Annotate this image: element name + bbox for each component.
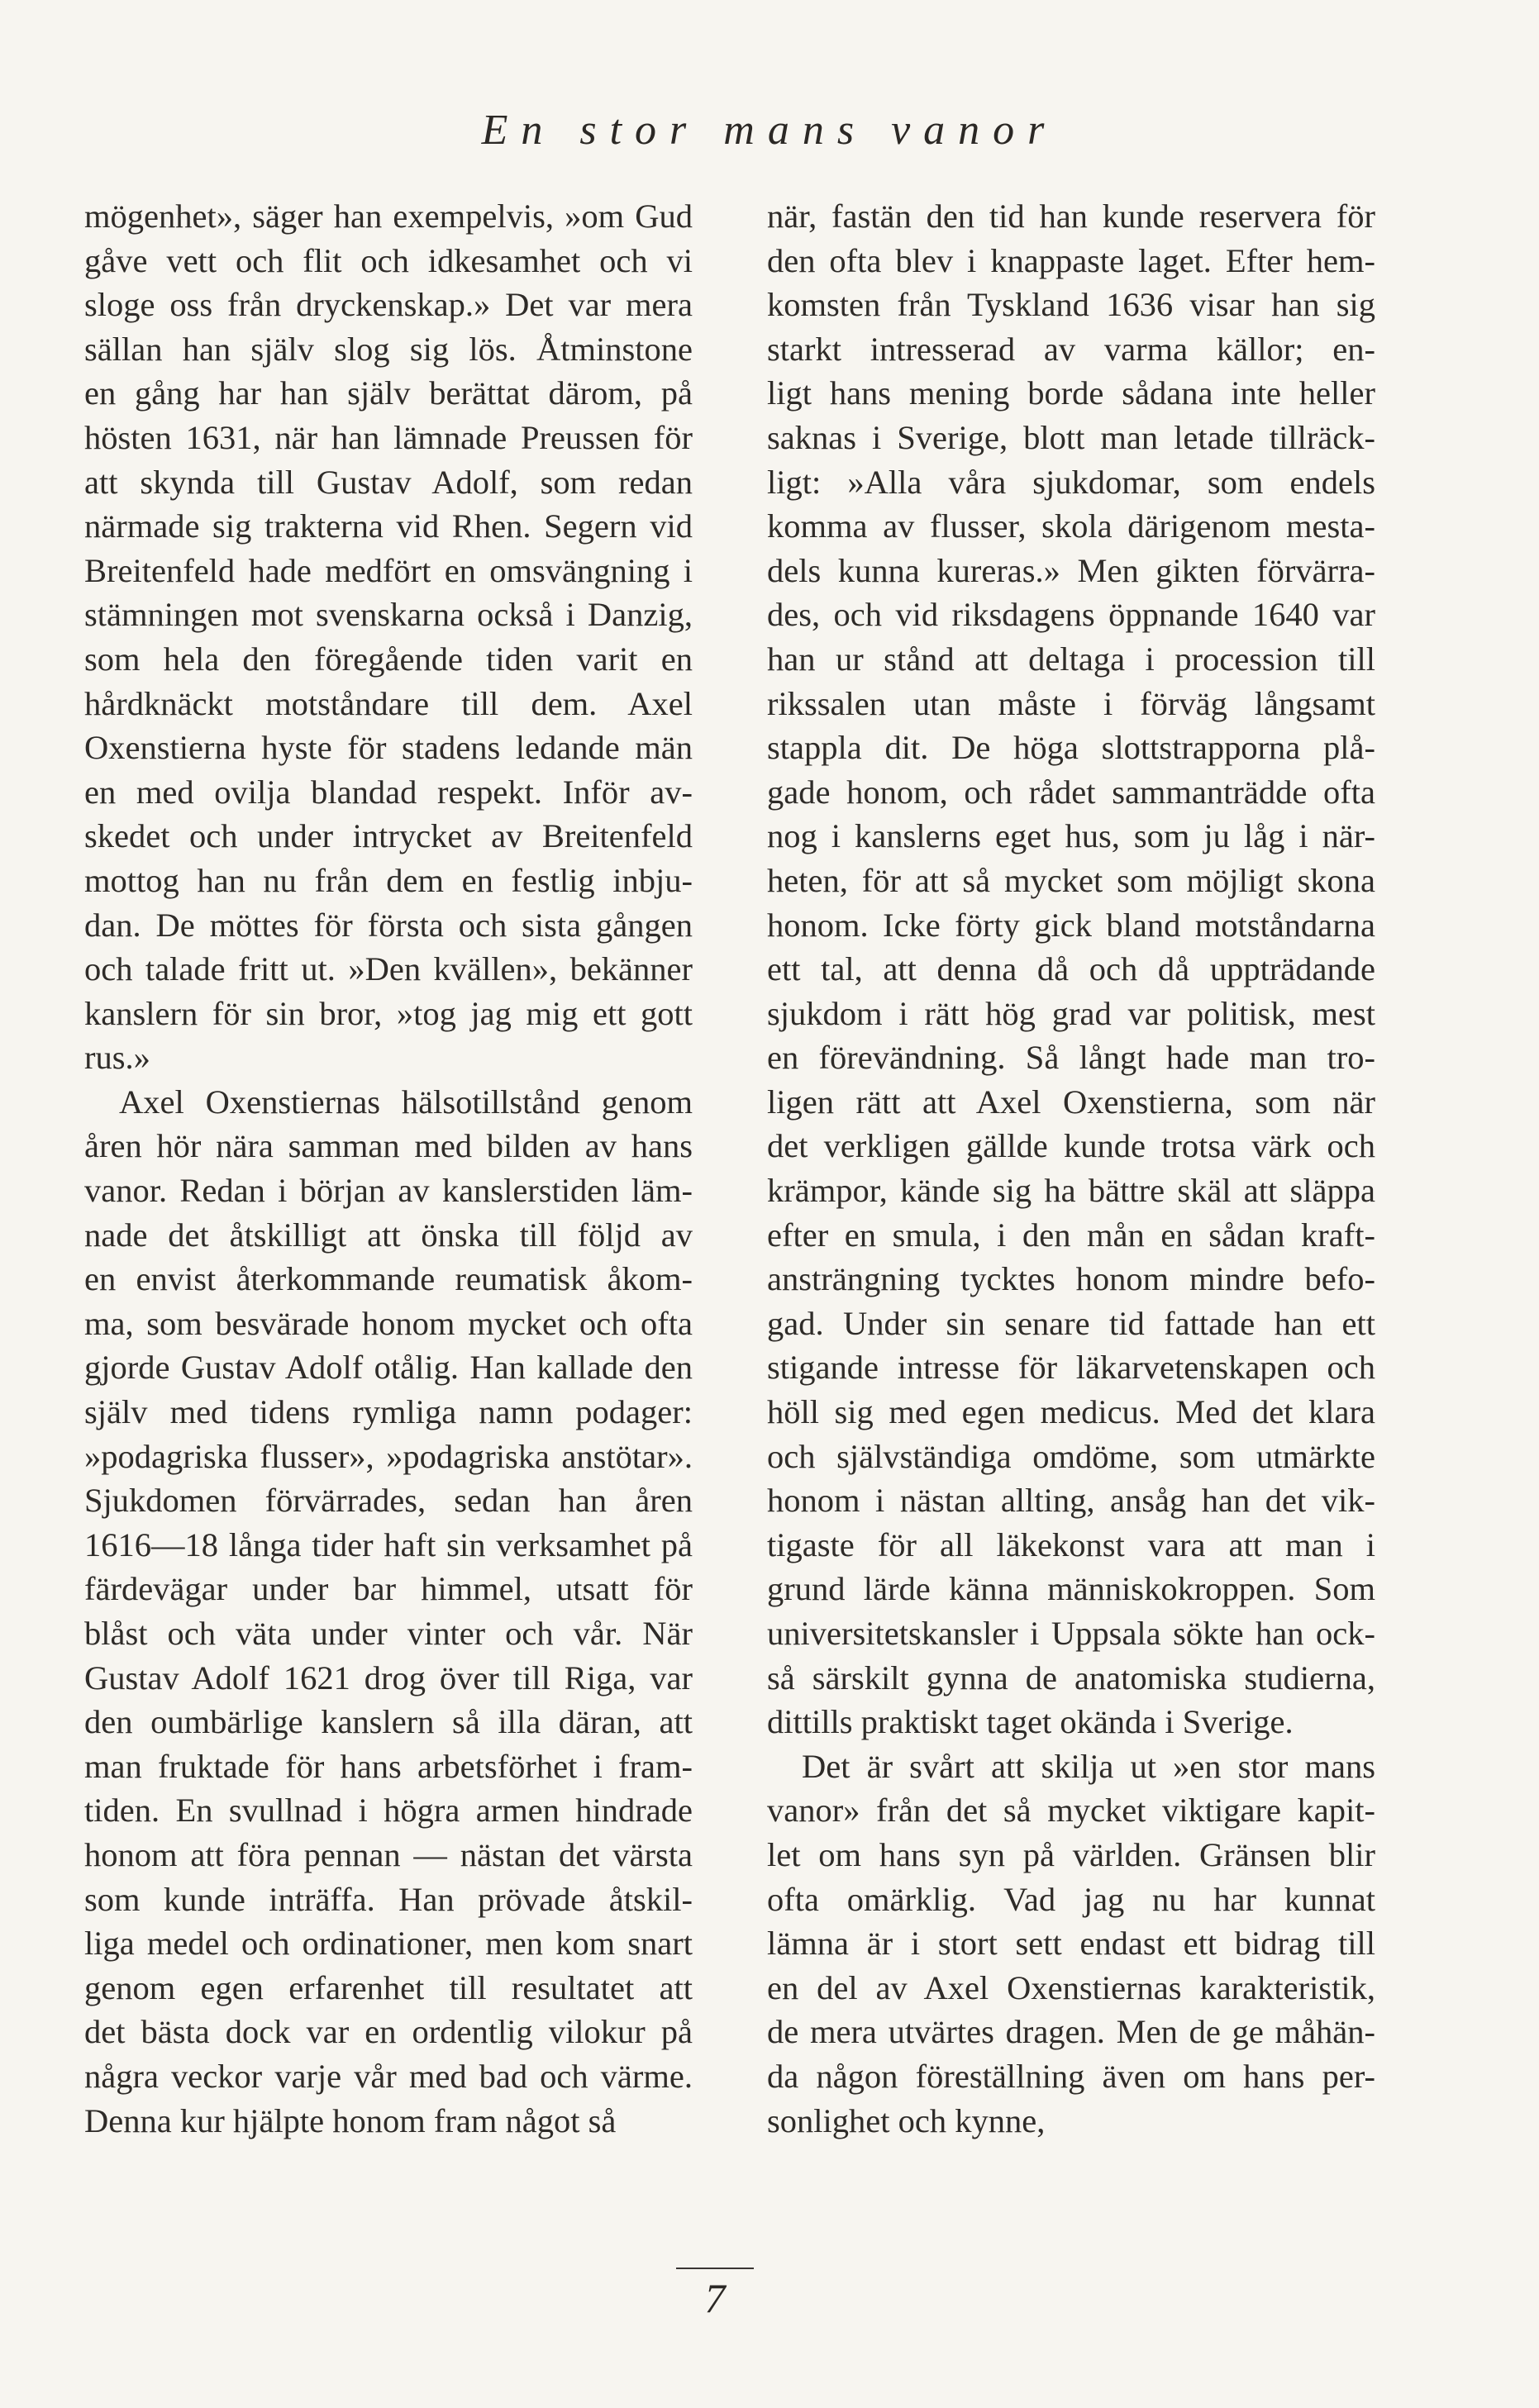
text-line: som kunde inträffa. Han prövade åtskil- — [84, 1880, 693, 1918]
text-line: krämpor, kände sig ha bättre skäl att släppa — [767, 1172, 1375, 1210]
text-line: let om hans syn på världen. Gränsen blir — [767, 1835, 1375, 1873]
text-line: kanslern för sin bror, »tog jag mig ett gott — [84, 994, 693, 1032]
text-line: tiden. En svullnad i högra armen hindrade — [84, 1792, 693, 1830]
text-line: genom egen erfarenhet till resultatet att — [84, 1968, 693, 2006]
text-line: en gång har han själv berättat därom, på — [84, 374, 693, 412]
folio-rule — [676, 2268, 754, 2269]
text-line: 1616—18 långa tider haft sin verksamhet på — [84, 1525, 693, 1563]
text-line: en med ovilja blandad respekt. Inför av- — [84, 773, 693, 811]
text-line: »podagriska flusser», »podagriska anstötar». — [84, 1437, 693, 1475]
text-line: rus.» — [84, 1039, 150, 1077]
text-line: Sjukdomen förvärrades, sedan han åren — [84, 1482, 693, 1520]
text-line: mottog han nu från dem en festlig inbju- — [84, 861, 693, 899]
text-line: Breitenfeld hade medfört en omsvängning i — [84, 551, 693, 589]
text-line: den oumbärlige kanslern så illa däran, att — [84, 1703, 693, 1741]
text-line: Denna kur hjälpte honom fram något så — [84, 2101, 617, 2139]
text-line: själv med tidens rymliga namn podager: — [84, 1393, 693, 1431]
text-line: det verkligen gällde kunde trotsa värk och — [767, 1127, 1375, 1165]
text-line: en envist återkommande reumatisk åkom- — [84, 1260, 693, 1298]
text-line: dittills praktiskt taget okända i Sverige. — [767, 1703, 1294, 1741]
text-line: efter en smula, i den mån en sådan kraft- — [767, 1216, 1375, 1254]
text-line: hösten 1631, när han lämnade Preussen för — [84, 418, 693, 456]
text-line: blåst och väta under vinter och vår. När — [84, 1615, 693, 1652]
text-line: honom i nästan allting, ansåg han det vik- — [767, 1482, 1375, 1520]
text-line: gade honom, och rådet sammanträdde ofta — [767, 773, 1375, 811]
text-line: och talade fritt ut. »Den kvällen», bekänner — [84, 950, 693, 988]
text-line: komma av flusser, skola därigenom mesta- — [767, 507, 1375, 545]
text-line: den ofta blev i knappaste laget. Efter hem- — [767, 241, 1375, 279]
text-line: des, och vid riksdagens öppnande 1640 var — [767, 596, 1375, 634]
text-line: en del av Axel Oxenstiernas karakteristik, — [767, 1968, 1375, 2006]
text-line: dels kunna kureras.» Men gikten förvärra- — [767, 551, 1375, 589]
text-line: ett tal, att denna då och då uppträdande — [767, 950, 1375, 988]
text-line: hårdknäckt motståndare till dem. Axel — [84, 684, 693, 722]
text-line: rikssalen utan måste i förväg långsamt — [767, 684, 1375, 722]
text-line: heten, för att så mycket som möjligt skona — [767, 861, 1375, 899]
text-line: tigaste för all läkekonst vara att man i — [767, 1525, 1375, 1563]
text-line: skedet och under intrycket av Breitenfeld — [84, 817, 693, 855]
text-line: ligen rätt att Axel Oxenstierna, som när — [767, 1083, 1375, 1121]
text-line: stigande intresse för läkarvetenskapen och — [767, 1349, 1375, 1387]
text-line: ligt hans mening borde sådana inte heller — [767, 374, 1375, 412]
text-line: så särskilt gynna de anatomiska studierna, — [767, 1658, 1375, 1697]
text-line: ligt: »Alla våra sjukdomar, som endels — [767, 463, 1375, 501]
text-line: Oxenstierna hyste för stadens ledande män — [84, 729, 693, 767]
text-line: stämningen mot svenskarna också i Danzig, — [84, 596, 693, 634]
text-line: starkt intresserad av varma källor; en- — [767, 330, 1375, 368]
text-line: några veckor varje vår med bad och värme. — [84, 2057, 693, 2095]
text-line: ansträngning tycktes honom mindre befo- — [767, 1260, 1375, 1298]
text-line: universitetskansler i Uppsala sökte han ock- — [767, 1615, 1375, 1652]
text-line: gåve vett och flit och idkesamhet och vi — [84, 241, 693, 279]
text-line: en förevändning. Så långt hade man tro- — [767, 1039, 1375, 1077]
text-line: sällan han själv slog sig lös. Åtminstone — [84, 330, 693, 368]
text-line: liga medel och ordinationer, men kom snart — [84, 1925, 693, 1963]
text-line: mögenhet», säger han exempelvis, »om Gud — [84, 197, 693, 235]
text-line: Det är svårt att skilja ut »en stor mans — [802, 1747, 1375, 1785]
running-head: En stor mans vanor — [481, 107, 1058, 154]
text-line: vanor» från det så mycket viktigare kapit- — [767, 1792, 1375, 1830]
text-column-right — [767, 194, 1375, 2143]
text-line: Axel Oxenstiernas hälsotillstånd genom — [119, 1083, 693, 1121]
text-line: vanor. Redan i början av kanslerstiden läm- — [84, 1172, 693, 1210]
text-line: lämna är i stort sett endast ett bidrag till — [767, 1925, 1375, 1963]
text-line: komsten från Tyskland 1636 visar han sig — [767, 286, 1375, 324]
text-column-left — [84, 194, 693, 2143]
text-line: da någon föreställning även om hans per- — [767, 2057, 1375, 2095]
text-line: honom. Icke förty gick bland motståndarna — [767, 906, 1375, 944]
text-line: som hela den föregående tiden varit en — [84, 640, 693, 678]
text-line: nog i kanslerns eget hus, som ju låg i när- — [767, 817, 1375, 855]
text-line: ofta omärklig. Vad jag nu har kunnat — [767, 1880, 1375, 1918]
text-line: gjorde Gustav Adolf otålig. Han kallade den — [84, 1349, 693, 1387]
text-line: sjukdom i rätt hög grad var politisk, mest — [767, 994, 1375, 1032]
page-number: 7 — [704, 2275, 726, 2321]
text-line: gad. Under sin senare tid fattade han ett — [767, 1304, 1375, 1342]
text-line: närmade sig trakterna vid Rhen. Segern vid — [84, 507, 693, 545]
text-line: höll sig med egen medicus. Med det klara — [767, 1393, 1375, 1431]
text-line: ma, som besvärade honom mycket och ofta — [84, 1304, 693, 1342]
text-line: honom att föra pennan — nästan det värsta — [84, 1835, 693, 1873]
text-line: det bästa dock var en ordentlig vilokur på — [84, 2013, 693, 2051]
text-line: sonlighet och kynne, — [767, 2101, 1046, 2139]
text-line: man fruktade för hans arbetsförhet i fram- — [84, 1747, 693, 1785]
text-line: färdevägar under bar himmel, utsatt för — [84, 1570, 693, 1608]
text-line: att skynda till Gustav Adolf, som redan — [84, 463, 693, 501]
text-line: grund lärde känna människokroppen. Som — [767, 1570, 1375, 1608]
text-line: stappla dit. De höga slottstrapporna plå- — [767, 729, 1375, 767]
text-line: de mera utvärtes dragen. Men de ge måhän- — [767, 2013, 1375, 2051]
text-line: nade det åtskilligt att önska till följd av — [84, 1216, 693, 1254]
text-line: dan. De möttes för första och sista gången — [84, 906, 693, 944]
text-line: åren hör nära samman med bilden av hans — [84, 1127, 693, 1165]
text-line: och självständiga omdöme, som utmärkte — [767, 1437, 1375, 1475]
text-line: saknas i Sverige, blott man letade tillräck- — [767, 418, 1375, 456]
text-line: när, fastän den tid han kunde reservera för — [767, 197, 1375, 235]
text-line: sloge oss från dryckenskap.» Det var mera — [84, 286, 693, 324]
text-line: Gustav Adolf 1621 drog över till Riga, var — [84, 1658, 693, 1697]
text-line: han ur stånd att deltaga i procession till — [767, 640, 1375, 678]
